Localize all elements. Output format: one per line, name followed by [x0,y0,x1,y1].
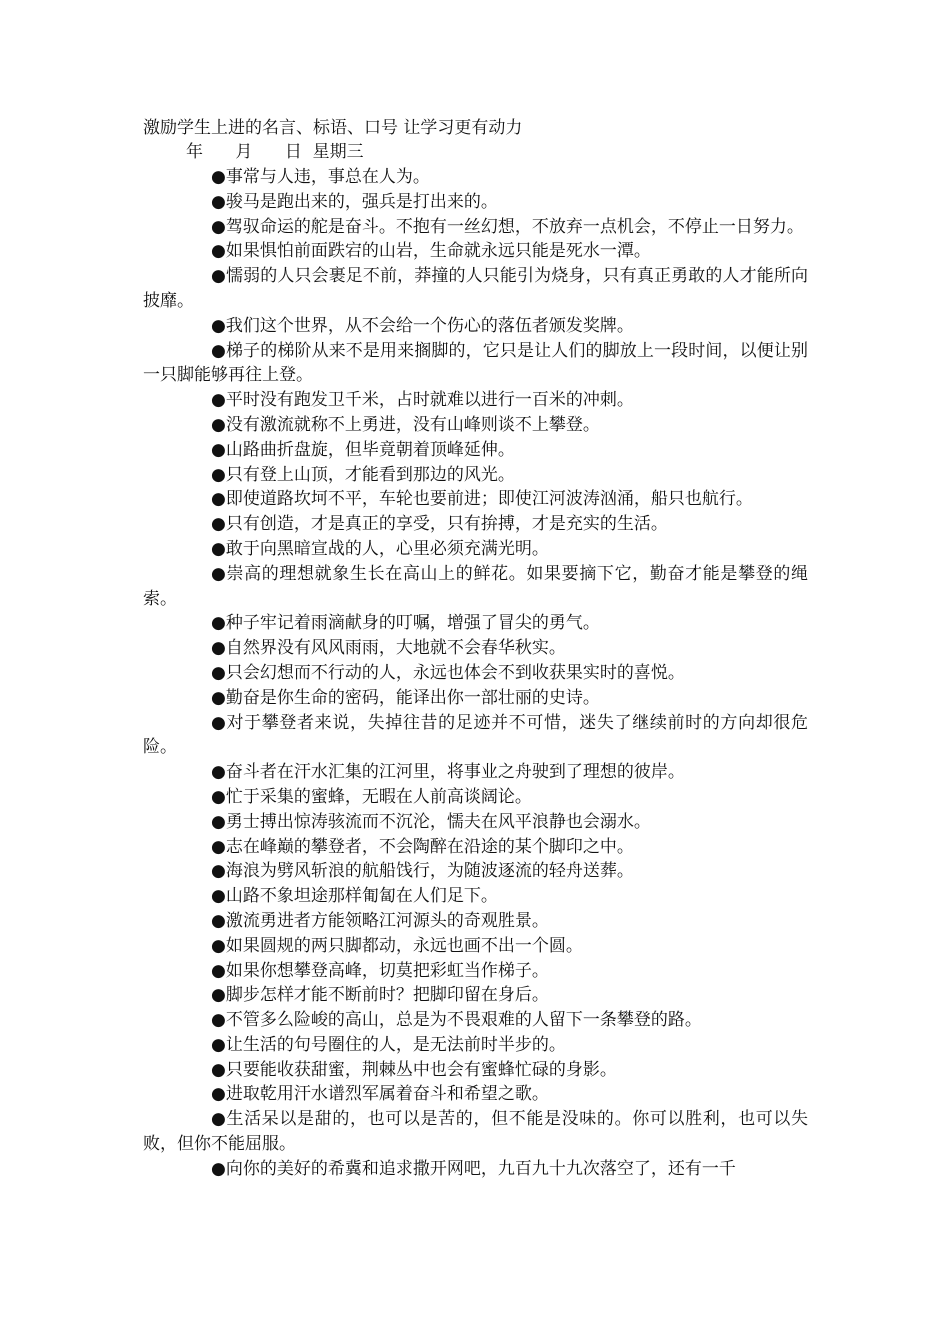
list-item: ●山路曲折盘旋，但毕竟朝着顶峰延伸。 [211,439,515,460]
list-item: ●懦弱的人只会裹足不前，莽撞的人只能引为烧身，只有真正勇敢的人才能所向披靡。 [143,266,808,311]
list-item: ●进取乾用汗水谱烈军属着奋斗和希望之歌。 [211,1084,549,1105]
list-item: ●志在峰巅的攀登者，不会陶醉在沿途的某个脚印之中。 [211,836,634,857]
list-item: ●驾驭命运的舵是奋斗。不抱有一丝幻想，不放弃一点机会，不停止一日努力。 [211,216,804,237]
list-item: ●骏马是跑出来的，强兵是打出来的。 [211,191,498,212]
list-item: ●事常与人违，事总在人为。 [211,167,430,187]
list-item: ●向你的美好的希冀和追求撒开网吧，九百九十九次落空了，还有一千 [211,1158,736,1179]
list-item: ●只有登上山顶，才能看到那边的风光。 [211,464,515,485]
list-item: ●如果惧怕前面跌宕的山岩，生命就永远只能是死水一潭。 [211,241,651,262]
quote-list [143,165,808,1182]
list-item: ●自然界没有风风雨雨，大地就不会春华秋实。 [211,638,566,659]
list-item: ●对于攀登者来说，失掉往昔的足迹并不可惜，迷失了继续前时的方向却很危险。 [143,712,808,758]
list-item: ●如果圆规的两只脚都动，永远也画不出一个圆。 [211,935,583,956]
list-item: ●忙于采集的蜜蜂，无暇在人前高谈阔论。 [211,786,532,807]
list-item: ●不管多么险峻的高山，总是为不畏艰难的人留下一条攀登的路。 [211,1010,702,1031]
list-item: ●崇高的理想就象生长在高山上的鲜花。如果要摘下它，勤奋才能是攀登的绳索。 [143,563,808,609]
list-item: ●种子牢记着雨滴献身的叮嘱，增强了冒尖的勇气。 [211,613,600,634]
list-item: ●勇士搏出惊涛骇流而不沉沦，懦夫在风平浪静也会溺水。 [211,811,651,832]
list-item: ●山路不象坦途那样匍匐在人们足下。 [211,886,498,907]
list-item: ●让生活的句号圈住的人，是无法前时半步的。 [211,1034,566,1055]
list-item: ●没有激流就称不上勇进，没有山峰则谈不上攀登。 [211,414,600,435]
list-item: ●平时没有跑发卫千米，占时就难以进行一百米的冲刺。 [211,390,634,411]
list-item: ●即使道路坎坷不平，车轮也要前进；即使江河波涛汹涌，船只也航行。 [211,489,753,510]
list-item: ●激流勇进者方能领略江河源头的奇观胜景。 [211,910,549,931]
list-item: ●生活呆以是甜的，也可以是苦的，但不能是没味的。你可以胜利，也可以失败，但你不能屈服。 [143,1109,808,1155]
list-item: ●梯子的梯阶从来不是用来搁脚的，它只是让人们的脚放上一段时间，以便让别一只脚能够再往上登。 [143,340,808,386]
list-item: ●奋斗者在汗水汇集的江河里，将事业之舟驶到了理想的彼岸。 [211,762,685,783]
list-item: ●海浪为劈风斩浪的航船饯行，为随波逐流的轻舟送葬。 [211,861,634,882]
list-item: ●脚步怎样才能不断前时？把脚印留在身后。 [211,985,549,1006]
list-item: ●勤奋是你生命的密码，能译出你一部壮丽的史诗。 [211,687,600,708]
list-item: ●敢于向黑暗宣战的人，心里必须充满光明。 [211,538,549,559]
list-item: ●我们这个世界，从不会给一个伤心的落伍者颁发奖牌。 [211,315,634,336]
list-item: ●只会幻想而不行动的人，永远也体会不到收获果实时的喜悦。 [211,662,685,683]
list-item: ●只要能收获甜蜜，荆棘丛中也会有蜜蜂忙碌的身影。 [211,1059,617,1080]
date-line: 年 月 日 星期三 [186,142,364,162]
list-item: ●只有创造，才是真正的享受，只有拚搏，才是充实的生活。 [211,514,668,535]
list-item: ●如果你想攀登高峰，切莫把彩虹当作梯子。 [211,960,549,981]
document-title: 激励学生上进的名言、标语、口号 让学习更有动力 [143,118,523,138]
